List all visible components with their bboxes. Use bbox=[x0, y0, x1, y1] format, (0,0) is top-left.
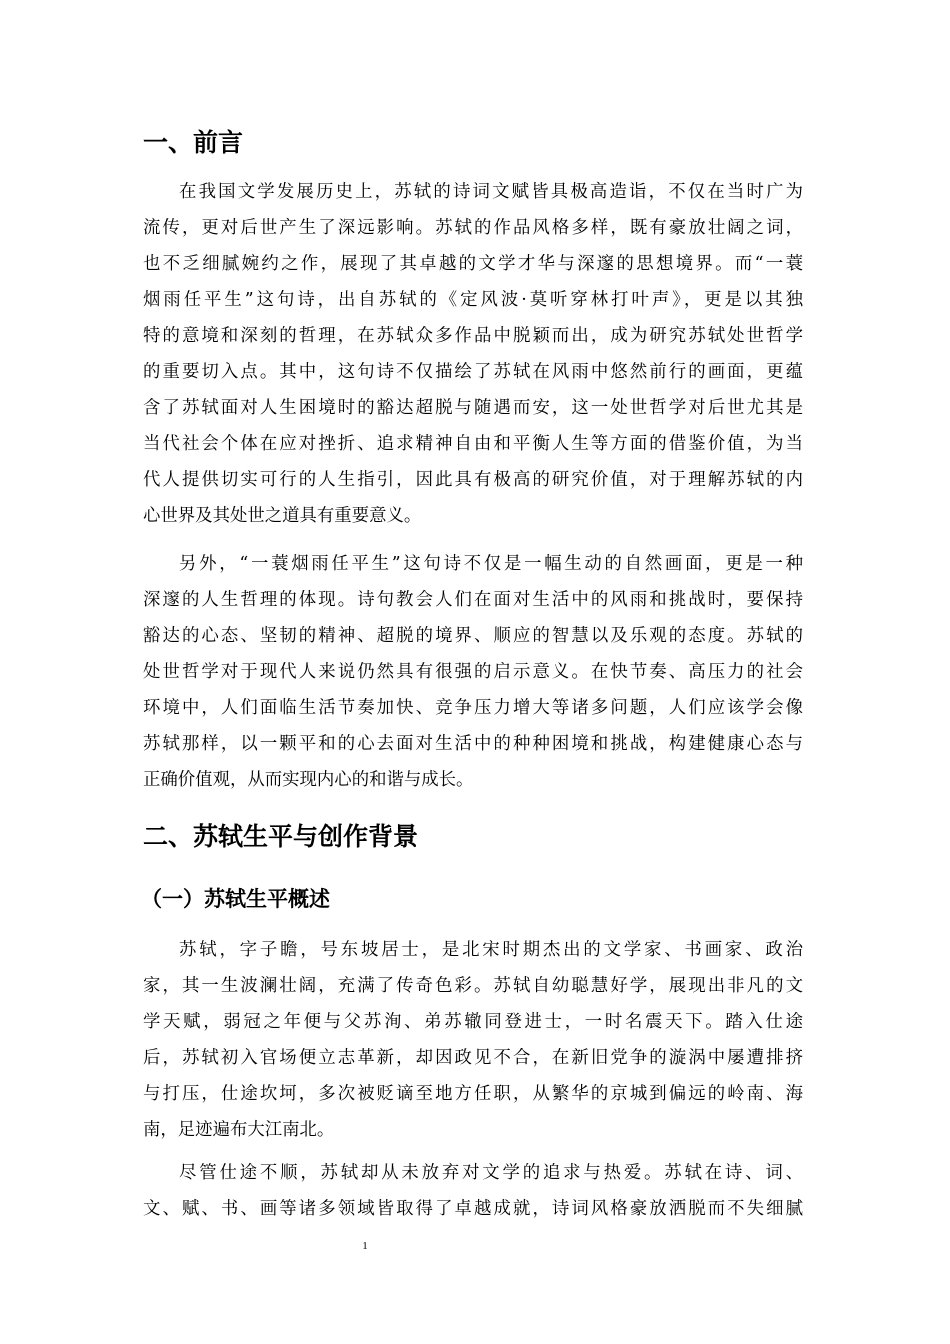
text-line: 文、赋、书、画等诸多领域皆取得了卓越成就，诗词风格豪放洒脱而不失细腻 bbox=[143, 1199, 803, 1219]
text-line: 苏轼那样，以一颗平和的心去面对生活中的种种困境和挑战，构建健康心态与 bbox=[143, 734, 803, 754]
text-line: 特的意境和深刻的哲理，在苏轼众多作品中脱颖而出，成为研究苏轼处世哲学 bbox=[143, 326, 803, 346]
section-heading-preface: 一、前言 bbox=[143, 128, 244, 157]
text-line: 尽管仕途不顺，苏轼却从未放弃对文学的追求与热爱。苏轼在诗、词、 bbox=[179, 1163, 803, 1183]
text-line: 苏轼，字子瞻，号东坡居士，是北宋时期杰出的文学家、书画家、政治 bbox=[179, 940, 803, 960]
paragraph-life-1 bbox=[143, 932, 803, 1148]
text-line: 学天赋，弱冠之年便与父苏洵、弟苏辙同登进士，一时名震天下。踏入仕途 bbox=[143, 1012, 803, 1032]
text-line: 烟雨任平生”这句诗，出自苏轼的《定风波·莫听穿林打叶声》，更是以其独 bbox=[143, 290, 803, 310]
text-line: 深邃的人生哲理的体现。诗句教会人们在面对生活中的风雨和挑战时，要保持 bbox=[143, 590, 803, 610]
text-line: 处世哲学对于现代人来说仍然具有很强的启示意义。在快节奏、高压力的社会 bbox=[143, 662, 803, 682]
page-number: 1 bbox=[362, 1240, 368, 1252]
text-line: 代人提供切实可行的人生指引，因此具有极高的研究价值，对于理解苏轼的内 bbox=[143, 470, 803, 490]
text-line: 当代社会个体在应对挫折、追求精神自由和平衡人生等方面的借鉴价值，为当 bbox=[143, 434, 803, 454]
text-line: 环境中，人们面临生活节奏加快、竞争压力增大等诸多问题，人们应该学会像 bbox=[143, 698, 803, 718]
text-line: 与打压，仕途坎坷，多次被贬谪至地方任职，从繁华的京城到偏远的岭南、海 bbox=[143, 1084, 803, 1104]
text-line: 后，苏轼初入官场便立志革新，却因政见不合，在新旧党争的漩涡中屡遭排挤 bbox=[143, 1048, 803, 1068]
text-line: 正确价值观，从而实现内心的和谐与成长。 bbox=[143, 770, 474, 790]
text-line: 的重要切入点。其中，这句诗不仅描绘了苏轼在风雨中悠然前行的画面，更蕴 bbox=[143, 362, 803, 382]
paragraph-preface-2 bbox=[143, 546, 803, 798]
text-line: 含了苏轼面对人生困境时的豁达超脱与随遇而安，这一处世哲学对后世尤其是 bbox=[143, 398, 803, 418]
subsection-heading-life: （一）苏轼生平概述 bbox=[141, 887, 330, 911]
text-line: 另外，“一蓑烟雨任平生”这句诗不仅是一幅生动的自然画面，更是一种 bbox=[179, 554, 803, 574]
text-line: 流传，更对后世产生了深远影响。苏轼的作品风格多样，既有豪放壮阔之词， bbox=[143, 218, 803, 238]
text-line: 心世界及其处世之道具有重要意义。 bbox=[143, 506, 422, 526]
text-line: 南，足迹遍布大江南北。 bbox=[143, 1120, 335, 1140]
section-heading-background: 二、苏轼生平与创作背景 bbox=[143, 822, 419, 851]
text-line: 在我国文学发展历史上，苏轼的诗词文赋皆具极高造诣，不仅在当时广为 bbox=[179, 182, 803, 202]
paragraph-life-2 bbox=[143, 1155, 803, 1227]
text-line: 家，其一生波澜壮阔，充满了传奇色彩。苏轼自幼聪慧好学，展现出非凡的文 bbox=[143, 976, 803, 996]
paragraph-preface-1 bbox=[143, 174, 803, 534]
text-line: 豁达的心态、坚韧的精神、超脱的境界、顺应的智慧以及乐观的态度。苏轼的 bbox=[143, 626, 803, 646]
text-line: 也不乏细腻婉约之作，展现了其卓越的文学才华与深邃的思想境界。而“一蓑 bbox=[143, 254, 803, 274]
